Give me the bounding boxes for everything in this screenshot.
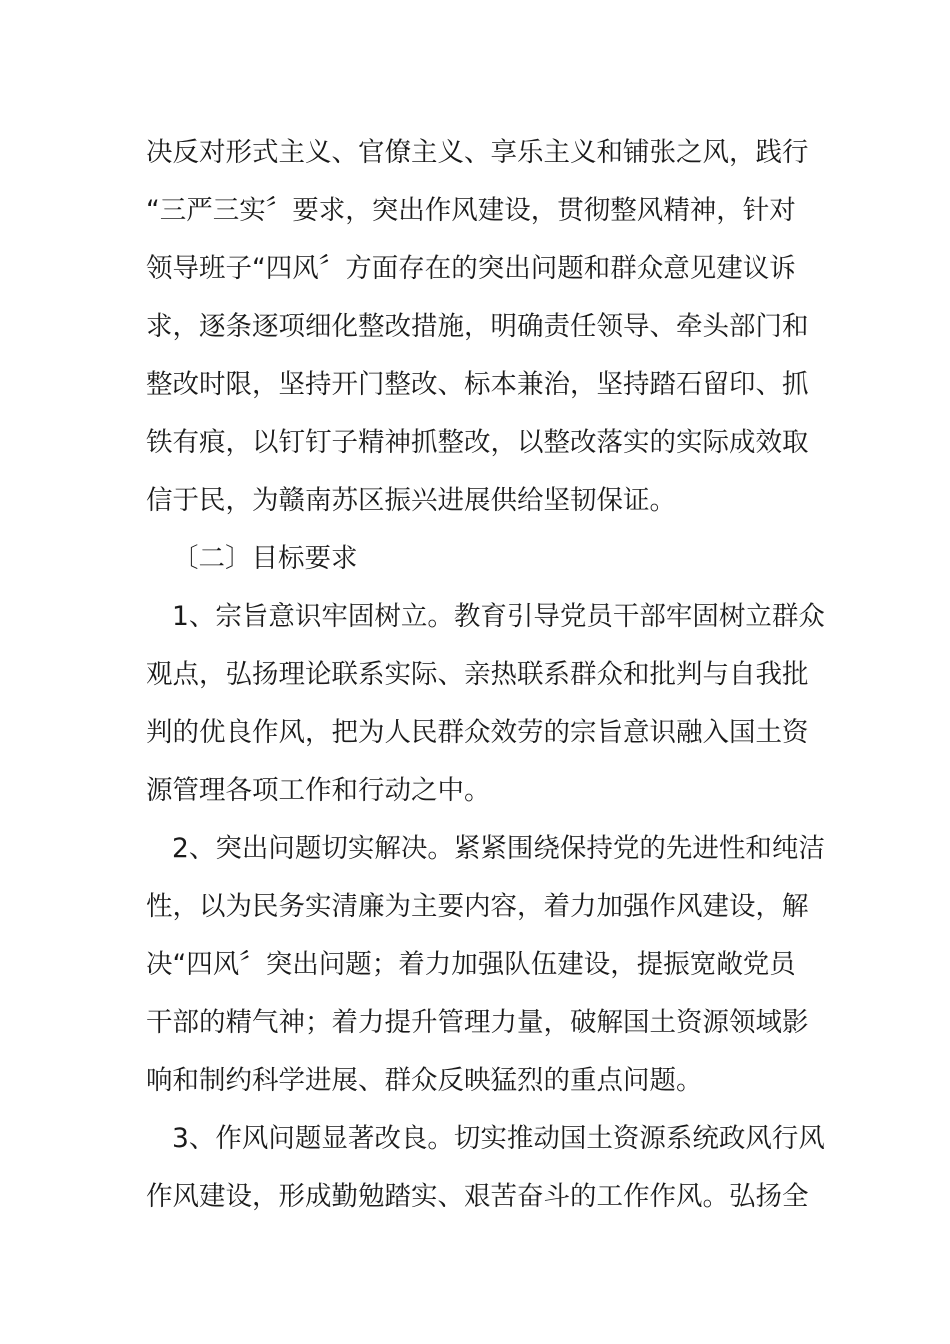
- paragraph-work-principles: [146, 124, 808, 530]
- document-body: [146, 124, 825, 1226]
- paragraph-item-2: [146, 820, 825, 1110]
- section-heading-goals: [146, 530, 808, 588]
- text-line: “三严三实〞要求，突出作风建设，贯彻整风精神，针对: [146, 195, 796, 226]
- text-line: 3、作风问题显著改良。切实推动国土资源系统政风行风: [172, 1123, 825, 1154]
- text-line: 源管理各项工作和行动之中。: [146, 775, 491, 806]
- paragraph-item-3: [146, 1110, 825, 1226]
- text-line: 信于民，为赣南苏区振兴进展供给坚韧保证。: [146, 485, 676, 516]
- text-line: 响和制约科学进展、群众反映猛烈的重点问题。: [146, 1065, 703, 1096]
- text-line: 作风建设，形成勤勉踏实、艰苦奋斗的工作作风。弘扬全: [146, 1181, 809, 1212]
- text-line: 干部的精气神；着力提升管理力量，破解国土资源领域影: [146, 1007, 809, 1038]
- text-line: 决“四风〞突出问题；着力加强队伍建设，提振宽敞党员: [146, 949, 796, 980]
- text-line: 决反对形式主义、官僚主义、享乐主义和铺张之风，践行: [146, 137, 809, 168]
- text-line: 1、宗旨意识牢固树立。教育引导党员干部牢固树立群众: [172, 601, 825, 632]
- text-line: 铁有痕，以钉钉子精神抓整改，以整改落实的实际成效取: [146, 427, 809, 458]
- text-line: 求，逐条逐项细化整改措施，明确责任领导、牵头部门和: [146, 311, 809, 342]
- text-line: 性，以为民务实清廉为主要内容，着力加强作风建设，解: [146, 891, 809, 922]
- text-line: 领导班子“四风〞方面存在的突出问题和群众意见建议诉: [146, 253, 796, 284]
- paragraph-item-1: [146, 588, 825, 820]
- text-line: 观点，弘扬理论联系实际、亲热联系群众和批判与自我批: [146, 659, 809, 690]
- heading-text: 〔二〕目标要求: [172, 543, 358, 574]
- text-line: 判的优良作风，把为人民群众效劳的宗旨意识融入国土资: [146, 717, 809, 748]
- text-line: 2、突出问题切实解决。紧紧围绕保持党的先进性和纯洁: [172, 833, 825, 864]
- text-line: 整改时限，坚持开门整改、标本兼治，坚持踏石留印、抓: [146, 369, 809, 400]
